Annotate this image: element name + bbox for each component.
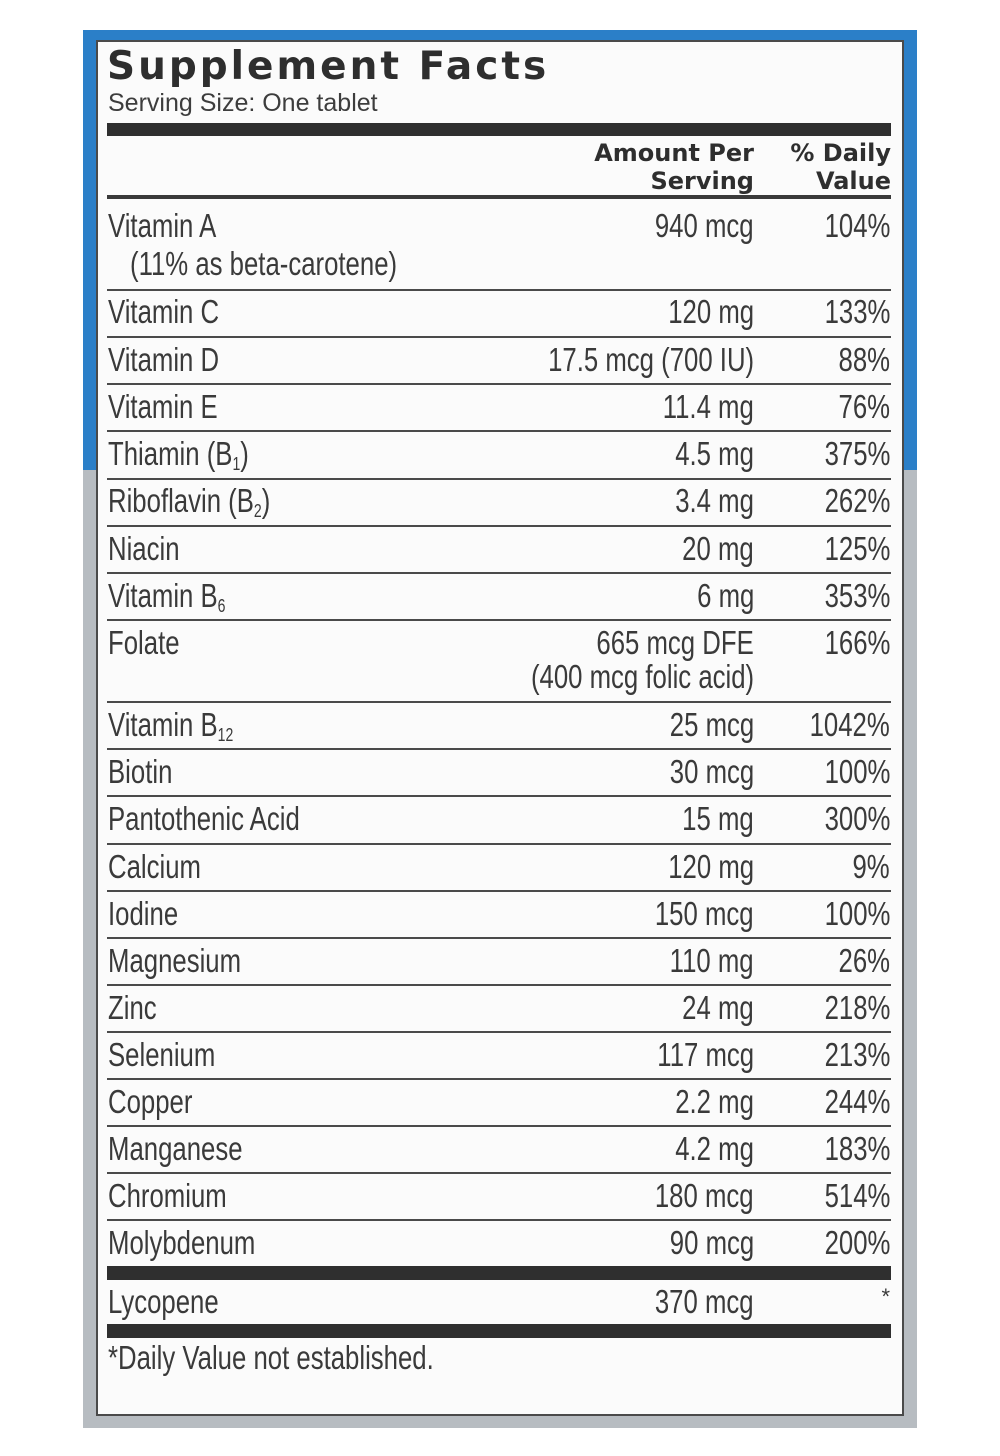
nutrient-name-suffix: ): [261, 482, 271, 519]
nutrient-amount: 180 mcg: [655, 1177, 754, 1214]
row-divider: [107, 1219, 891, 1221]
serving-size: Serving Size: One tablet: [108, 89, 378, 117]
nutrient-name-text: Magnesium: [108, 942, 242, 979]
nutrient-daily-value: 88%: [838, 341, 890, 378]
row-divider: [107, 1078, 891, 1080]
nutrient-amount: 90 mcg: [669, 1224, 754, 1261]
row-divider: [107, 572, 891, 574]
dv-header-line2: Value: [815, 167, 891, 195]
row-divider: [107, 795, 891, 797]
panel-title: Supplement Facts: [107, 44, 550, 89]
nutrient-name: [108, 1225, 255, 1261]
nutrient-name-suffix: ): [240, 435, 249, 472]
nutrient-name-text: Selenium: [108, 1036, 216, 1073]
nutrient-amount: 150 mcg: [655, 895, 754, 932]
nutrient-daily-value: 183%: [824, 1130, 890, 1167]
nutrient-amount: 20 mg: [682, 530, 754, 567]
row-divider: [107, 525, 891, 527]
nutrient-daily-value: 213%: [824, 1036, 890, 1073]
nutrient-amount: 120 mg: [668, 848, 754, 885]
nutrient-daily-value: 218%: [824, 989, 890, 1026]
nutrient-name-subscript: 1: [232, 454, 241, 474]
row-divider: [107, 430, 891, 432]
nutrient-daily-value: 375%: [824, 435, 890, 472]
row-divider: [107, 336, 891, 338]
nutrient-daily-value: 514%: [824, 1177, 890, 1214]
nutrient-amount: 15 mg: [682, 800, 754, 837]
nutrient-name-text: Manganese: [108, 1130, 243, 1167]
nutrient-name: [108, 531, 180, 567]
nutrient-name-subscript: 12: [217, 725, 234, 745]
nutrient-daily-value: 100%: [824, 895, 890, 932]
amount-header-line1: Amount Per: [594, 139, 754, 167]
bottom-thick-rule: [107, 1324, 891, 1338]
lycopene-amount: 370 mcg: [655, 1283, 754, 1320]
nutrient-name: [108, 294, 219, 330]
nutrient-name: [108, 483, 270, 519]
nutrient-daily-value: 125%: [824, 530, 890, 567]
nutrient-name-subscript: 6: [217, 596, 226, 616]
nutrient-amount: 3.4 mg: [675, 482, 754, 519]
nutrient-name: [108, 1178, 227, 1214]
nutrient-name: [108, 896, 178, 932]
nutrient-name-text: Vitamin B: [108, 706, 218, 743]
row-divider: [107, 748, 891, 750]
nutrient-amount: 120 mg: [668, 293, 754, 330]
row-divider: [107, 289, 891, 291]
nutrient-amount: 665 mcg DFE: [596, 624, 754, 661]
nutrient-daily-value: 353%: [824, 577, 890, 614]
nutrient-amount: 25 mcg: [669, 706, 754, 743]
top-thick-rule: [107, 123, 891, 136]
amount-per-serving-header: [594, 139, 754, 195]
nutrient-name: [108, 342, 219, 378]
nutrient-name-text: Iodine: [108, 895, 179, 932]
row-divider: [107, 937, 891, 939]
nutrient-daily-value: 1042%: [809, 706, 890, 743]
nutrient-daily-value: 262%: [824, 482, 890, 519]
nutrient-name-text: Copper: [108, 1083, 193, 1120]
row-divider: [107, 843, 891, 845]
nutrient-name: [108, 707, 233, 743]
nutrient-name: [108, 1084, 192, 1120]
footnote: *Daily Value not established.: [108, 1339, 434, 1376]
nutrient-name: [108, 849, 201, 885]
row-divider: [107, 478, 891, 480]
lycopene-name: Lycopene: [108, 1283, 219, 1320]
nutrient-name-text: Biotin: [108, 753, 173, 790]
lycopene-daily-value: *: [881, 1284, 890, 1309]
nutrient-daily-value: 26%: [838, 942, 890, 979]
row-divider: [107, 1172, 891, 1174]
header-rule: [107, 195, 891, 199]
nutrient-name: [108, 625, 180, 661]
nutrient-amount: 6 mg: [696, 577, 754, 614]
nutrient-amount: 940 mcg: [655, 207, 754, 244]
nutrient-name: [108, 990, 157, 1026]
nutrient-name-text: Folate: [108, 624, 180, 661]
nutrient-name-text: Vitamin A: [108, 207, 217, 244]
nutrient-name: [108, 578, 225, 614]
nutrient-name: [108, 208, 216, 244]
nutrient-name-text: Vitamin D: [108, 341, 220, 378]
nutrient-name: [108, 1131, 243, 1167]
row-divider: [107, 984, 891, 986]
nutrient-name-text: Riboflavin (B: [108, 482, 254, 519]
nutrient-name-text: Pantothenic Acid: [108, 800, 300, 837]
row-divider: [107, 1031, 891, 1033]
nutrient-name: [108, 754, 172, 790]
nutrient-amount: 4.5 mg: [675, 435, 754, 472]
nutrient-daily-value: 9%: [852, 848, 890, 885]
nutrient-name-text: Thiamin (B: [108, 435, 233, 472]
nutrient-amount: 110 mg: [670, 942, 754, 979]
nutrient-amount: 117 mcg: [657, 1036, 754, 1073]
row-divider: [107, 1125, 891, 1127]
nutrient-daily-value: 200%: [824, 1224, 890, 1261]
nutrient-name-text: Niacin: [108, 530, 180, 567]
nutrient-name-subscript: 2: [253, 501, 262, 521]
daily-value-header: [790, 139, 891, 195]
nutrient-daily-value: 100%: [824, 753, 890, 790]
nutrient-daily-value: 76%: [838, 388, 890, 425]
nutrient-amount: 2.2 mg: [675, 1083, 754, 1120]
row-divider: [107, 383, 891, 385]
dv-header-line1: % Daily: [790, 139, 891, 167]
nutrient-amount: 11.4 mg: [662, 388, 754, 425]
nutrient-name-text: Vitamin C: [108, 293, 220, 330]
row-divider: [107, 619, 891, 621]
nutrient-name-text: Molybdenum: [108, 1224, 256, 1261]
nutrient-name: [108, 801, 300, 837]
nutrient-daily-value: 133%: [824, 293, 890, 330]
nutrient-name-text: Vitamin B: [108, 577, 218, 614]
nutrient-amount: 24 mg: [682, 989, 754, 1026]
nutrient-daily-value: 244%: [824, 1083, 890, 1120]
nutrient-name-text: Calcium: [108, 848, 201, 885]
nutrient-name: [108, 389, 218, 425]
nutrient-amount: 17.5 mcg (700 IU): [547, 341, 754, 378]
amount-header-line2: Serving: [650, 167, 754, 195]
nutrient-name-text: Zinc: [108, 989, 157, 1026]
nutrient-amount: 4.2 mg: [675, 1130, 754, 1167]
nutrient-daily-value: 104%: [824, 207, 890, 244]
nutrient-name: [108, 436, 249, 472]
nutrient-daily-value: 300%: [824, 800, 890, 837]
row-divider: [107, 701, 891, 703]
nutrient-name-text: Chromium: [108, 1177, 227, 1214]
nutrient-amount: 30 mcg: [669, 753, 754, 790]
nutrient-note: (11% as beta-carotene): [130, 245, 398, 282]
nutrient-name: [108, 943, 241, 979]
nutrient-name-text: Vitamin E: [108, 388, 218, 425]
mid-thick-rule: [107, 1266, 891, 1280]
nutrient-amount-note: (400 mcg folic acid): [530, 658, 754, 695]
nutrient-name: [108, 1037, 215, 1073]
nutrient-daily-value: 166%: [824, 624, 890, 661]
row-divider: [107, 890, 891, 892]
